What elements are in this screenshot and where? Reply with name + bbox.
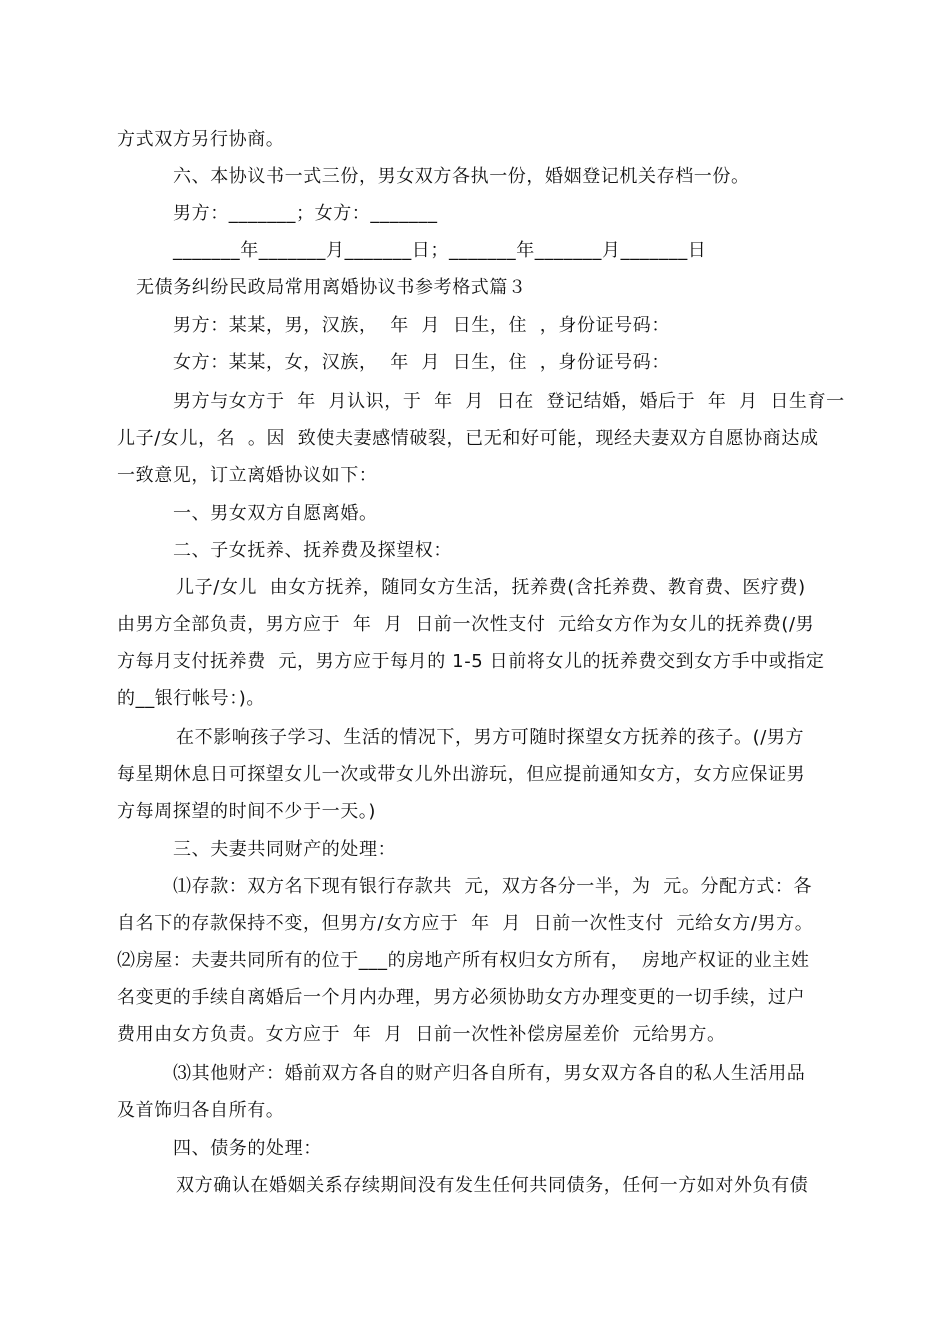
text-line: 男方：_______；女方：_______ [173, 203, 438, 224]
text-line: 男方：某某，男，汉族， 年 月 日生，住 ，身份证号码： [173, 315, 670, 336]
text-line: 名变更的手续自离婚后一个月内办理，男方必须协助女方办理变更的一切手续，过户 [117, 987, 806, 1008]
text-line: 二、子女抚养、抚养费及探望权： [173, 540, 452, 561]
text-line: 方每月支付抚养费 元，男方应于每月的 1-5 日前将女儿的抚养费交到女方手中或指定 [117, 651, 825, 672]
text-line: 自名下的存款保持不变，但男方/女方应于 年 月 日前一次性支付 元给女方/男方。 [117, 913, 814, 934]
text-line: 方每周探望的时间不少于一天。) [117, 801, 377, 822]
text-line: 六、本协议书一式三份，男女双方各执一份，婚姻登记机关存档一份。 [173, 166, 750, 187]
text-line: 每星期休息日可探望女儿一次或带女儿外出游玩，但应提前通知女方，女方应保证男 [117, 764, 806, 785]
text-line: 的__银行帐号：)。 [117, 688, 266, 709]
text-line: 在不影响孩子学习、生活的情况下，男方可随时探望女方抚养的孩子。(/男方 [176, 727, 805, 748]
section-title: 无债务纠纷民政局常用离婚协议书参考格式篇３ [136, 277, 527, 298]
text-line: ⑵房屋：夫妻共同所有的位于___的房地产所有权归女方所有， 房地产权证的业主姓 [117, 950, 810, 971]
text-line: ⑴存款：双方名下现有银行存款共 元，双方各分一半，为 元。分配方式：各 [173, 876, 813, 897]
text-line: 费用由女方负责。女方应于 年 月 日前一次性补偿房屋差价 元给男方。 [117, 1024, 726, 1045]
text-line: 儿子/女儿，名 。因 致使夫妻感情破裂，已无和好可能，现经夫妻双方自愿协商达成 [117, 428, 819, 449]
text-line: 四、债务的处理： [173, 1138, 322, 1159]
text-line: 双方确认在婚姻关系存续期间没有发生任何共同债务，任何一方如对外负有债 [176, 1175, 809, 1196]
text-line: 由男方全部负责，男方应于 年 月 日前一次性支付 元给女方作为女儿的抚养费(/男 [117, 614, 815, 635]
text-line: 男方与女方于 年 月认识，于 年 月 日在 登记结婚，婚后于 年 月 日生育一 [173, 391, 845, 412]
text-line: 及首饰归各自所有。 [117, 1100, 285, 1121]
text-line: 三、夫妻共同财产的处理： [173, 839, 397, 860]
text-line: 一、男女双方自愿离婚。 [173, 503, 378, 524]
text-line: ⑶其他财产：婚前双方各自的财产归各自所有，男女双方各自的私人生活用品 [173, 1063, 806, 1084]
text-line: 儿子/女儿 由女方抚养，随同女方生活，抚养费(含托养费、教育费、医疗费) [176, 577, 806, 598]
text-line: 一致意见，订立离婚协议如下： [117, 465, 378, 486]
text-line: 方式双方另行协商。 [117, 129, 285, 150]
text-line: 女方：某某，女，汉族， 年 月 日生，住 ，身份证号码： [173, 352, 670, 373]
text-line: _______年_______月_______日；_______年_______月_______日 [173, 240, 707, 261]
